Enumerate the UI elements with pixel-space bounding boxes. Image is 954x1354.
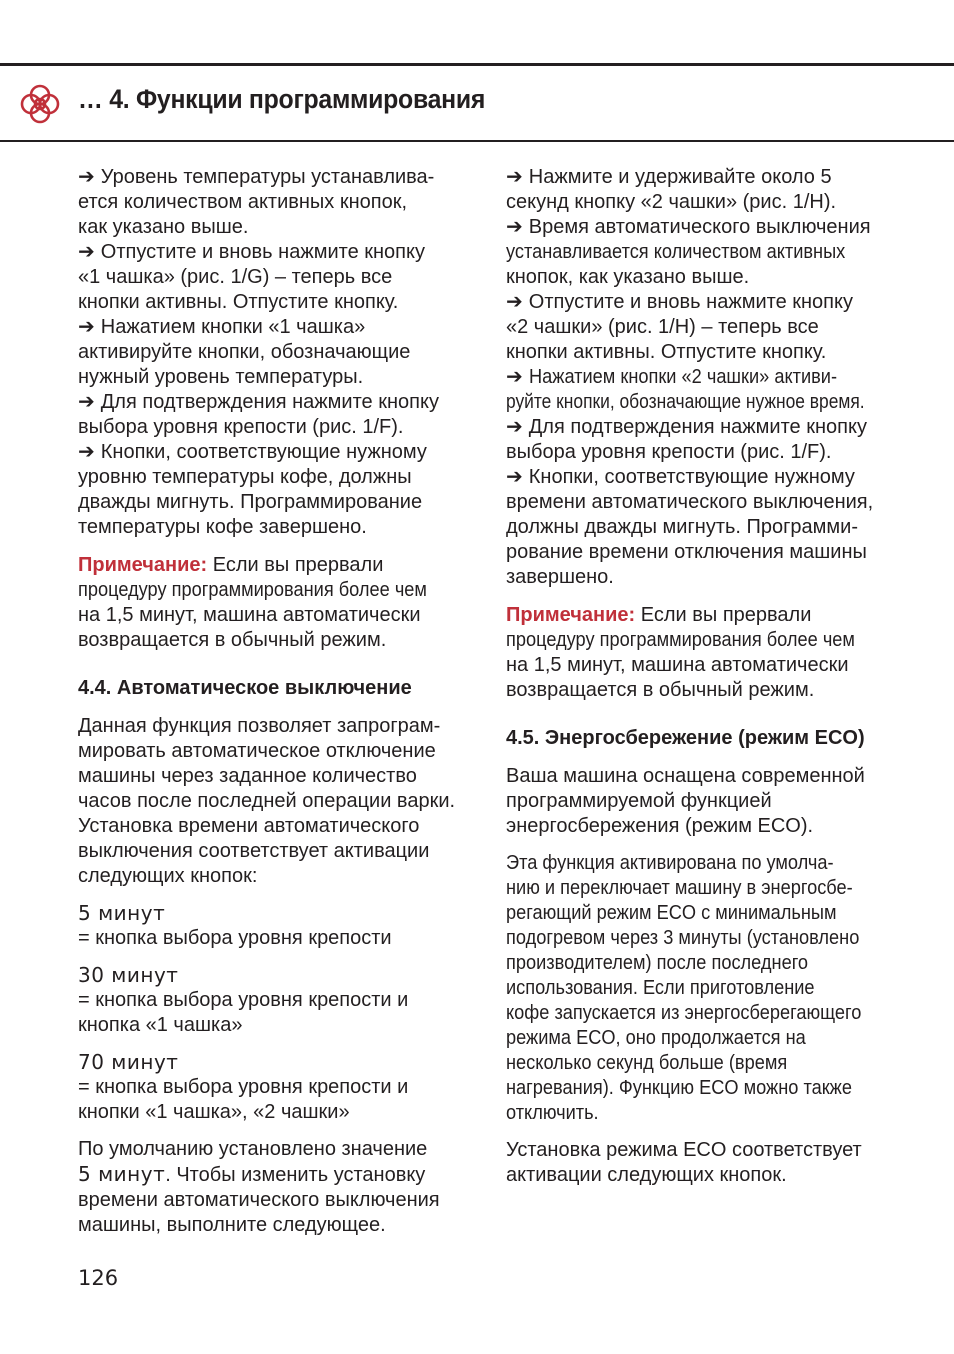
list-item: ➔ Нажмите и удерживайте около 5 xyxy=(506,166,832,188)
time-option: 30 минут = кнопка выбора уровня крепости и кнопка «1 чашка» xyxy=(78,963,478,1038)
paragraph: Установка режима ECO соответствует активации следующих кнопок. xyxy=(506,1139,862,1186)
time-option: 5 минут = кнопка выбора уровня крепости xyxy=(78,901,478,951)
arrow-right-icon: ➔ xyxy=(78,316,95,338)
right-column xyxy=(506,165,906,1188)
shutoff-steps xyxy=(506,165,906,590)
list-item: руйте кнопки, обозначающие нужное время. xyxy=(506,391,865,413)
list-item: устанавливается количеством активных xyxy=(506,241,846,263)
time-option: 70 минут = кнопка выбора уровня крепости и кнопки «1 чашка», «2 чашки» xyxy=(78,1050,478,1125)
time-label: 5 минут xyxy=(78,901,166,925)
note-block: Примечание: Если вы прервали процедуру программирования более чем на 1,5 минут, машина автоматически возвращается в обычный режим. xyxy=(78,554,427,651)
list-item: кнопки активны. Отпустите кнопку. xyxy=(78,291,399,313)
list-item: ➔ Нажатием кнопки «2 чашки» активи- xyxy=(506,366,837,388)
header-top-rule xyxy=(0,63,954,66)
swirl-logo-icon xyxy=(18,82,62,126)
note-block: Примечание: Если вы прервали процедуру программирования более чем на 1,5 минут, машина автоматически возвращается в обычный режим. xyxy=(506,604,855,701)
section-heading: 4.5. Энергосбережение (режим ECO) xyxy=(506,727,865,749)
list-item: кнопки активны. Отпустите кнопку. xyxy=(506,341,827,363)
list-item: как указано выше. xyxy=(78,216,249,238)
arrow-right-icon: ➔ xyxy=(506,416,523,438)
arrow-right-icon: ➔ xyxy=(506,166,523,188)
list-item: ➔ Отпустите и вновь нажмите кнопку xyxy=(78,241,425,263)
temperature-steps xyxy=(78,165,478,540)
section-heading: 4.4. Автоматическое выключение xyxy=(78,677,412,699)
paragraph: Ваша машина оснащена современной программируемой функцией энергосбережения (режим ECO). xyxy=(506,765,865,837)
time-label: 30 минут xyxy=(78,963,179,987)
arrow-right-icon: ➔ xyxy=(506,366,523,388)
paragraph: По умолчанию установлено значение 5 минут. Чтобы изменить установку времени автоматического выключения машины, выполните следующее. xyxy=(78,1138,440,1236)
arrow-right-icon: ➔ xyxy=(506,216,523,238)
list-item: ➔ Уровень температуры устанавлива- xyxy=(78,166,435,188)
list-item: ➔ Для подтверждения нажмите кнопку xyxy=(506,416,867,438)
left-column xyxy=(78,165,478,1238)
note-label: Примечание: xyxy=(78,554,208,576)
arrow-right-icon: ➔ xyxy=(78,241,95,263)
list-item: ➔ Время автоматического выключения xyxy=(506,216,871,238)
list-item: дважды мигнуть. Программирование xyxy=(78,491,423,513)
list-item: завершено. xyxy=(506,566,614,588)
note-label: Примечание: xyxy=(506,604,636,626)
arrow-right-icon: ➔ xyxy=(78,166,95,188)
header-bottom-rule xyxy=(0,140,954,142)
list-item: ➔ Отпустите и вновь нажмите кнопку xyxy=(506,291,853,313)
list-item: уровню температуры кофе, должны xyxy=(78,466,412,488)
list-item: ➔ Кнопки, соответствующие нужному xyxy=(506,466,855,488)
list-item: ➔ Нажатием кнопки «1 чашка» xyxy=(78,316,366,338)
list-item: ➔ Кнопки, соответствующие нужному xyxy=(78,441,427,463)
list-item: выбора уровня крепости (рис. 1/F). xyxy=(78,416,404,438)
arrow-right-icon: ➔ xyxy=(78,391,95,413)
arrow-right-icon: ➔ xyxy=(78,441,95,463)
paragraph: Эта функция активирована по умолча- нию и переключает машину в энергосбе- регающий режим ECO с минимальным подогревом через 3 минуты (установлено производителем) после последнего использования. Если приготовление кофе запускается из энергосберегающего режима ECO, оно продолжается на несколько секунд больше (время нагревания). Функцию ECO можно также отключить. xyxy=(506,852,862,1124)
list-item: ➔ Для подтверждения нажмите кнопку xyxy=(78,391,439,413)
list-item: нужный уровень температуры. xyxy=(78,366,364,388)
list-item: времени автоматического выключения, xyxy=(506,491,874,513)
arrow-right-icon: ➔ xyxy=(506,466,523,488)
list-item: температуры кофе завершено. xyxy=(78,516,367,538)
list-item: секунд кнопку «2 чашки» (рис. 1/H). xyxy=(506,191,837,213)
list-item: ется количеством активных кнопок, xyxy=(78,191,408,213)
list-item: «1 чашка» (рис. 1/G) – теперь все xyxy=(78,266,393,288)
list-item: рование времени отключения машины xyxy=(506,541,867,563)
list-item: активируйте кнопки, обозначающие xyxy=(78,341,411,363)
time-label: 70 минут xyxy=(78,1050,179,1074)
page-title: … 4. Функции программирования xyxy=(78,84,486,114)
list-item: кнопок, как указано выше. xyxy=(506,266,750,288)
list-item: «2 чашки» (рис. 1/H) – теперь все xyxy=(506,316,819,338)
list-item: выбора уровня крепости (рис. 1/F). xyxy=(506,441,832,463)
arrow-right-icon: ➔ xyxy=(506,291,523,313)
paragraph: Данная функция позволяет запрограм- мировать автоматическое отключение машины через заданное количество часов после последней операции варки. Установка времени автоматического выключения соответствует активации следующих кнопок: xyxy=(78,715,456,887)
list-item: должны дважды мигнуть. Программи- xyxy=(506,516,859,538)
page-number: 126 xyxy=(78,1266,119,1290)
